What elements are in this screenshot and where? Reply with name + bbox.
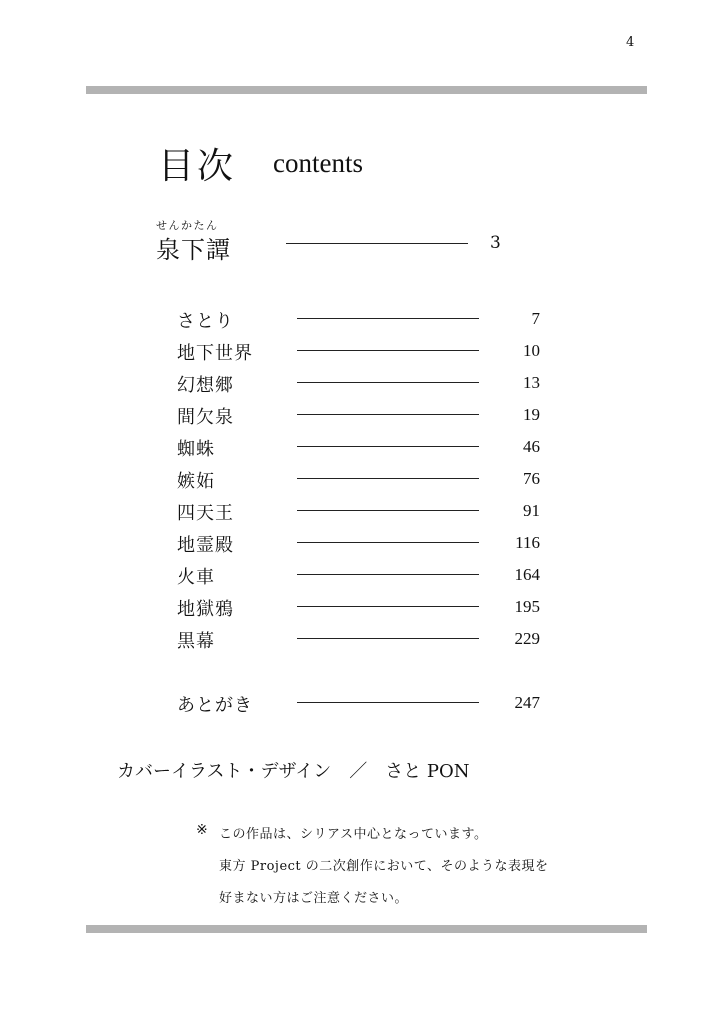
lead-chapter-leader-line [286,243,468,244]
lead-chapter-page: 3 [490,233,501,253]
toc-leader-line [297,606,479,607]
lead-chapter-title: 泉下譚 [156,236,231,264]
note-mark: ※ [196,822,208,838]
toc-title: 蜘蛛 [177,439,215,460]
toc-page: 116 [515,533,540,552]
note-line: 東方 Project の二次創作において、そのような表現を [219,859,549,874]
toc-title: 地獄鴉 [177,599,234,620]
top-divider [86,86,647,94]
toc-title: 間欠泉 [177,407,234,428]
cover-credit: カバーイラスト・デザイン ／ さと PON [117,761,470,782]
toc-leader-line [297,510,479,511]
toc-leader-line [297,414,479,415]
toc-leader-line [297,382,479,383]
toc-page: 195 [514,597,540,616]
toc-leader-line [297,574,479,575]
toc-leader-line [297,542,479,543]
toc-leader-line [297,318,479,319]
toc-leader-line [297,478,479,479]
note-line: 好まない方はご注意ください。 [219,891,409,906]
afterword-leader-line [297,702,479,703]
toc-title: 四天王 [177,503,234,524]
toc-page: 13 [523,373,540,392]
toc-title: 黒幕 [177,631,215,652]
toc-leader-line [297,638,479,639]
toc-page: 229 [514,629,540,648]
toc-page: 91 [523,501,540,520]
page-number: 4 [626,35,635,50]
contents-title-jp: 目次 [158,146,237,187]
toc-page: 164 [514,565,540,584]
toc-leader-line [297,446,479,447]
toc-page: 46 [523,437,540,456]
toc-page: 7 [531,309,540,328]
bottom-divider [86,925,647,933]
toc-title: 地下世界 [177,343,253,364]
toc-title: 嫉妬 [177,471,215,492]
afterword-title: あとがき [177,695,253,716]
toc-title: さとり [177,311,234,332]
note-line: この作品は、シリアス中心となっています。 [219,827,488,842]
toc-page: 10 [523,341,540,360]
afterword-page: 247 [514,693,540,712]
toc-page: 19 [523,405,540,424]
toc-title: 火車 [177,567,215,588]
lead-chapter-ruby: せんかたん [156,219,219,232]
toc-title: 地霊殿 [177,535,234,556]
toc-page: 76 [523,469,540,488]
toc-title: 幻想郷 [177,375,234,396]
contents-title-en: contents [273,148,363,178]
toc-leader-line [297,350,479,351]
